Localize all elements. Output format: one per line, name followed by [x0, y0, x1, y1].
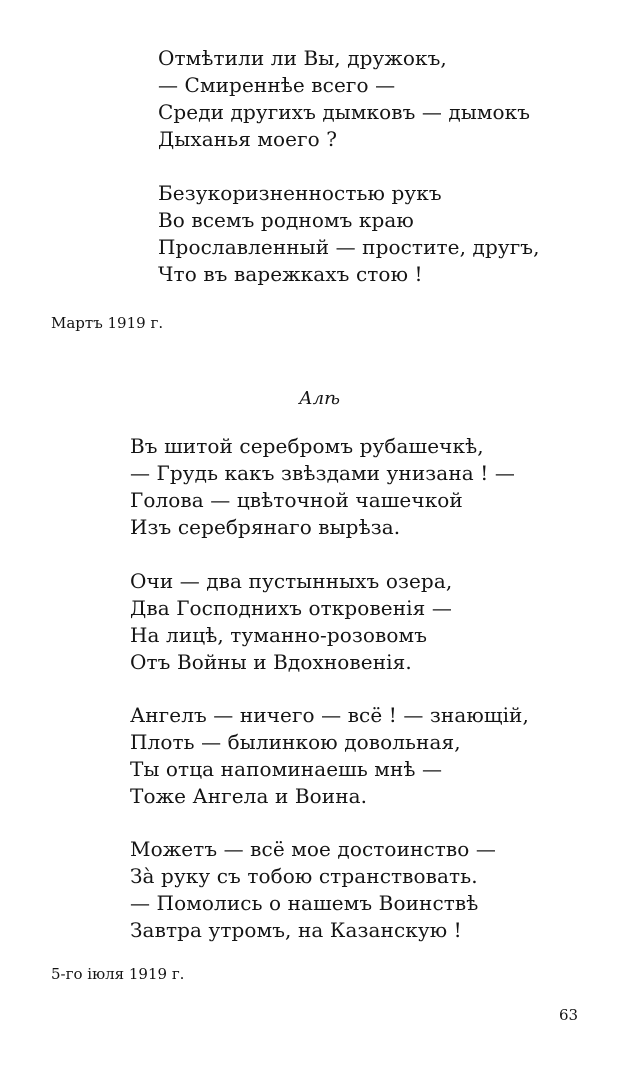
verse-line: Безукоризненностью рукъ	[158, 181, 442, 205]
verse-line: Плоть — былинкою довольная,	[130, 730, 461, 754]
verse-line: Изъ серебрянаго вырѣза.	[130, 515, 401, 539]
verse-line: Что въ варежкахъ стою !	[158, 262, 423, 286]
verse-line: Отъ Войны и Вдохновенія.	[130, 650, 412, 674]
verse-line: Очи — два пустынныхъ озера,	[130, 569, 453, 593]
verse-line: Зà руку съ тобою странствовать.	[130, 864, 478, 888]
page-number: 63	[559, 1006, 579, 1024]
poem2-title: Алѣ	[299, 388, 340, 409]
verse-line: Ты отца напоминаешь мнѣ —	[130, 757, 443, 781]
verse-line: — Помолись о нашемъ Воинствѣ	[130, 891, 479, 915]
poem2-date: 5-го іюля 1919 г.	[51, 965, 185, 983]
verse-line: Голова — цвѣточной чашечкой	[130, 488, 463, 512]
verse-line: Среди другихъ дымковъ — дымокъ	[158, 100, 531, 124]
verse-line: Завтра утромъ, на Казанскую !	[130, 918, 462, 942]
verse-line: Прославленный — простите, другъ,	[158, 235, 540, 259]
poem1-stanza-2	[158, 180, 540, 288]
poem2-stanza-1	[130, 433, 515, 541]
verse-line: Тоже Ангела и Воина.	[130, 784, 368, 808]
verse-line: На лицѣ, туманно-розовомъ	[130, 623, 428, 647]
verse-line: — Смиреннѣе всего —	[158, 73, 396, 97]
poem2-stanza-4	[130, 836, 496, 944]
verse-line: Два Господнихъ откровенія —	[130, 596, 452, 620]
verse-line: Отмѣтили ли Вы, дружокъ,	[158, 46, 447, 70]
poem1-stanza-1	[158, 45, 530, 153]
verse-line: Во всемъ родномъ краю	[158, 208, 414, 232]
verse-line: Дыханья моего ?	[158, 127, 338, 151]
verse-line: Въ шитой серебромъ рубашечкѣ,	[130, 434, 484, 458]
poem2-stanza-2	[130, 568, 452, 676]
verse-line: Можетъ — всё мое достоинство —	[130, 837, 496, 861]
verse-line: Ангелъ — ничего — всё ! — знающій,	[130, 703, 529, 727]
poem1-date: Мартъ 1919 г.	[51, 314, 164, 332]
verse-line: — Грудь какъ звѣздами унизана ! —	[130, 461, 515, 485]
poem2-stanza-3	[130, 702, 529, 810]
